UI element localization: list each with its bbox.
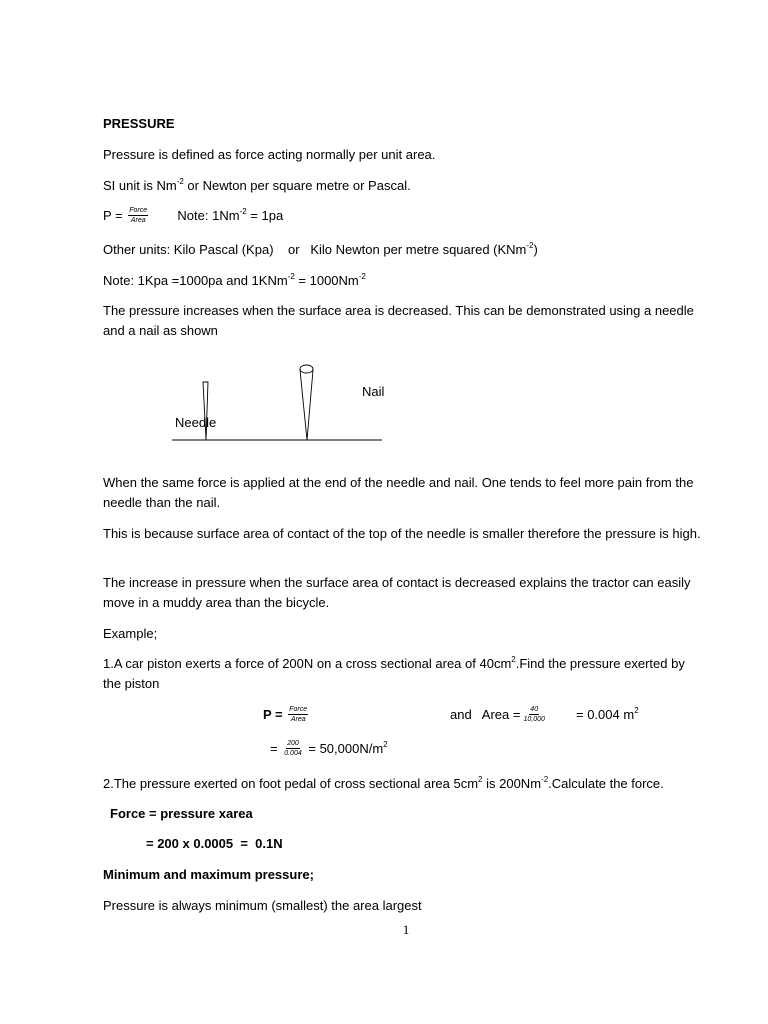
example-1-text-a: 1.A car piston exerts a force of 200N on a cross sectional area of 40cm: [103, 656, 512, 671]
example-1-area-fraction: [522, 705, 545, 724]
example-1-pressure-formula: [263, 705, 310, 725]
example-1-text-b: .Find the pressure exerted by the piston: [103, 656, 685, 691]
example-1-exponent: 2: [511, 654, 516, 664]
example-1-eq2-numerator: 200: [287, 740, 299, 748]
example-1-force-area-fraction: [288, 705, 308, 724]
kpa-note-part2: = 1000Nm: [294, 273, 359, 288]
example-2-exponent-2: -2: [541, 774, 549, 784]
minimum-pressure-statement: Pressure is always minimum (smallest) the area largest: [103, 898, 422, 913]
needle-nail-diagram: [160, 355, 400, 453]
note-suffix: = 1pa: [246, 208, 284, 223]
example-1-area-result: [576, 705, 639, 724]
example-1-area-label: and Area =: [450, 707, 521, 722]
example-1-fraction-denominator: Area: [290, 716, 306, 724]
other-units-text: [103, 240, 538, 259]
fraction-numerator: Force: [129, 207, 148, 215]
example-2-text-a: 2.The pressure exerted on foot pedal of cross sectional area 5cm: [103, 776, 479, 791]
example-1-area-denominator: 10,000: [523, 716, 545, 724]
tractor-paragraph: The increase in pressure when the surface area of contact is decreased explains the tractor can easily move in a muddy area than the bicycle.: [103, 575, 691, 610]
note-exponent: -2: [239, 206, 247, 216]
needle-nail-drawing: [160, 355, 400, 450]
kpa-note-part1: Note: 1Kpa =1000pa and 1KNm: [103, 273, 288, 288]
example-2-force-calculation: = 200 x 0.0005 = 0.1N: [146, 836, 283, 851]
definition-text: Pressure is defined as force acting normally per unit area.: [103, 147, 436, 162]
other-units-exponent: -2: [526, 240, 534, 250]
formula-lhs: P =: [103, 208, 123, 223]
si-unit-suffix: or Newton per square metre or Pascal.: [183, 178, 411, 193]
example-1-area-result-text: = 0.004 m: [576, 707, 635, 722]
pressure-formula: [103, 206, 283, 226]
si-unit-prefix: SI unit is Nm: [103, 178, 177, 193]
kpa-note-text: [103, 271, 366, 290]
example-2-question: [103, 774, 664, 793]
example-1-eq2-fraction: [283, 739, 303, 758]
example-1-area-numerator: 40: [530, 706, 539, 714]
example-1-area-result-exponent: 2: [634, 705, 639, 715]
nail-shape: [300, 370, 313, 440]
kpa-note-exponent-2: -2: [358, 271, 366, 281]
si-unit-text: [103, 176, 411, 195]
page-number: 1: [402, 922, 410, 937]
page-title: PRESSURE: [103, 116, 175, 131]
si-unit-exponent: -2: [176, 176, 184, 186]
force-over-area-fraction: [128, 206, 148, 225]
needle-label: Needle: [175, 415, 217, 430]
example-2-force-formula: Force = pressure xarea: [110, 806, 253, 821]
note-prefix: Note: 1Nm: [177, 208, 240, 223]
example-2-text-b: is 200Nm: [482, 776, 542, 791]
example-1-eq2-exponent: 2: [383, 739, 388, 749]
example-1-eq2-result: = 50,000N/m: [308, 741, 384, 756]
example-1-eq2-prefix: =: [270, 741, 278, 756]
other-units-suffix: ): [533, 242, 538, 257]
example-heading: Example;: [103, 626, 158, 641]
min-max-heading: Minimum and maximum pressure;: [103, 867, 314, 882]
nail-label: Nail: [362, 384, 385, 399]
example-2-text-c: .Calculate the force.: [548, 776, 664, 791]
fraction-denominator: Area: [130, 217, 146, 225]
same-force-paragraph: When the same force is applied at the end of the needle and nail. One tends to feel more pain from the needle than the nail.: [103, 475, 694, 510]
nail-head: [300, 365, 313, 373]
surface-area-paragraph: This is because surface area of contact of the top of the needle is smaller therefore the pressure is high.: [103, 526, 701, 541]
kpa-note-exponent-1: -2: [287, 271, 295, 281]
example-2-exponent-1: 2: [478, 774, 483, 784]
example-1-question: [103, 654, 703, 693]
example-1-eq2-denominator: 0.004: [284, 750, 302, 758]
other-units-prefix: Other units: Kilo Pascal (Kpa) or Kilo Newton per metre squared (KNm: [103, 242, 527, 257]
example-1-fraction-numerator: Force: [289, 706, 308, 714]
example-1-p-label: P =: [263, 707, 283, 722]
pressure-increase-paragraph: The pressure increases when the surface area is decreased. This can be demonstrated using a needle and a nail as shown: [103, 303, 694, 338]
example-1-pressure-result: [270, 739, 388, 759]
example-1-area-calculation: [450, 705, 548, 725]
